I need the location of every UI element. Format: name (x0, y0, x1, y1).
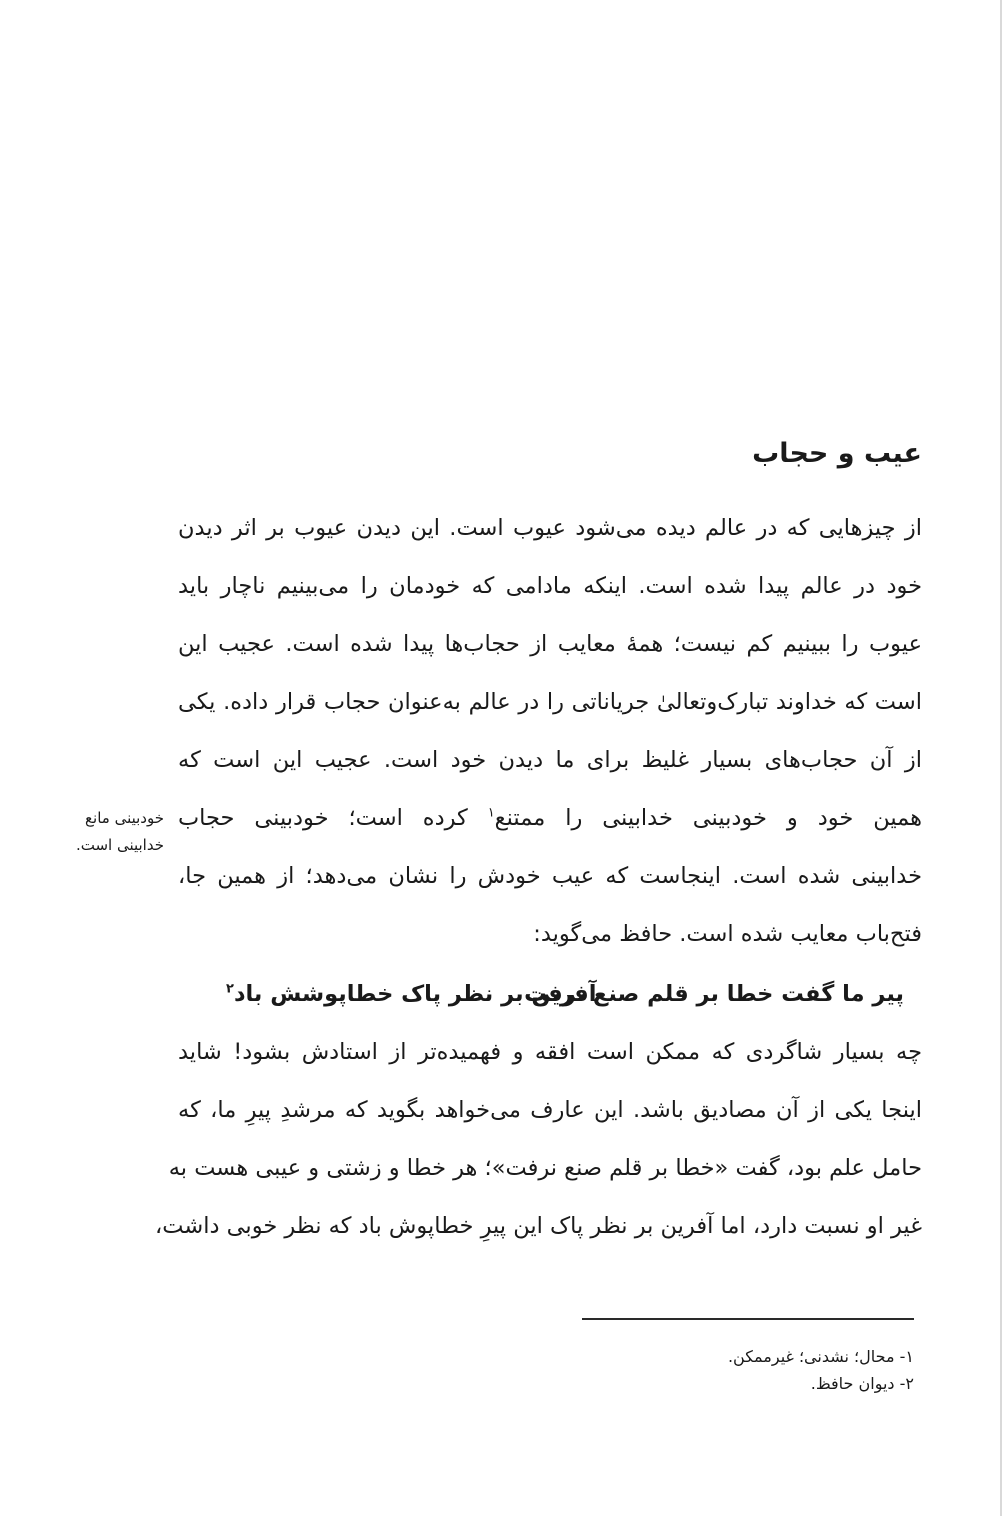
verse-hemistich-left (226, 974, 597, 1014)
footnote-divider (582, 1318, 914, 1320)
footnote-ref: ۱ (487, 805, 495, 821)
paragraph-line: عیوب را ببینیم کم نیست؛ همهٔ معایب از حجاب‌ها پیدا شده است. عجیب این (178, 631, 922, 657)
paragraph-text: همین خود و خودبینی خدابینی را ممتنع (494, 805, 922, 831)
footnote-1: ۱- محال؛ نشدنی؛ غیرممکن. (727, 1347, 914, 1366)
margin-note (58, 805, 164, 859)
footnote-2: ۲- دیوان حافظ. (810, 1374, 914, 1393)
footnote-ref: ۲ (226, 981, 234, 997)
margin-note-line: خودبینی مانع (85, 809, 164, 827)
paragraph-line: از چیزهایی که در عالم دیده می‌شود عیوب است. این دیدن عیوب بر اثر دیدن (178, 515, 922, 541)
page-edge (1000, 0, 1002, 1516)
verse-hemistich-right: پیر ما گفت خطا بر قلم صنع نرفت (524, 981, 904, 1007)
paragraph-line: خود در عالم پیدا شده است. اینکه مادامی که خودمان را می‌بینیم ناچار باید (178, 573, 922, 599)
paragraph-line: چه بسیار شاگردی که ممکن است افقه و فهمیده‌تر از استادش بشود! شاید (178, 1039, 922, 1065)
paragraph-line: اینجا یکی از آن مصادیق باشد. این عارف می‌خواهد بگوید که مرشدِ پیرِ ما، که (178, 1097, 922, 1123)
margin-note-line: خدابینی است. (75, 836, 164, 854)
paragraph-line: غیر او نسبت دارد، اما آفرین بر نظر پاک این پیرِ خطاپوش باد که نظر خوبی داشت، (155, 1213, 922, 1239)
section-heading: عیب و حجاب (752, 438, 922, 469)
verse-text: آفرین بر نظر پاک خطاپوشش باد (233, 981, 597, 1007)
paragraph-line: است که خداوند تبارک‌وتعالیٰ جریاناتی را در عالم به‌عنوان حجاب قرار داده. یکی (178, 689, 922, 715)
paragraph-line: از آن حجاب‌های بسیار غلیظ برای ما دیدن خود است. عجیب این است که (178, 747, 922, 773)
paragraph-line: حامل علم بود، گفت «خطا بر قلم صنع نرفت»؛ هر خطا و زشتی و عیبی هست به (168, 1155, 922, 1181)
paragraph-line-with-footnote (178, 798, 922, 838)
paragraph-line: خدابینی شده است. اینجاست که عیب خودش را نشان می‌دهد؛ از همین جا، (178, 863, 922, 889)
paragraph-text: کرده است؛ خودبینی حجاب (178, 805, 468, 831)
paragraph-line: فتح‌باب معایب شده است. حافظ می‌گوید: (533, 921, 922, 947)
